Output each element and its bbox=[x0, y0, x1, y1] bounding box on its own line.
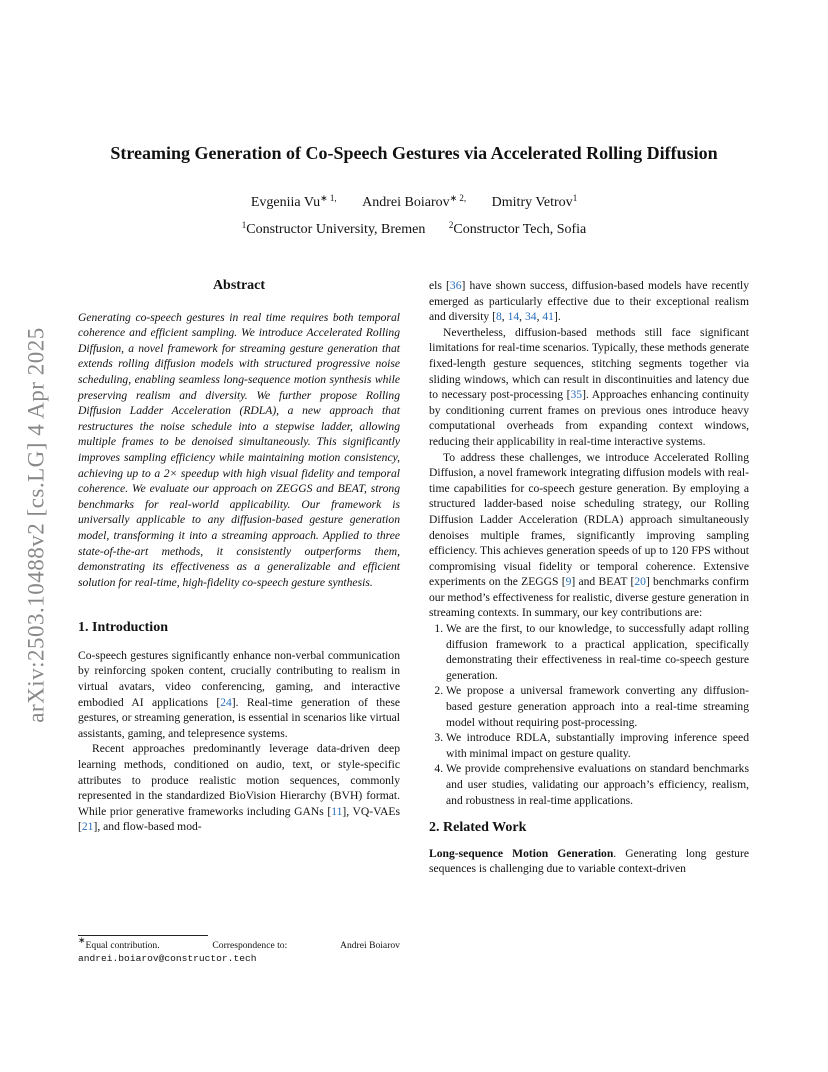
citation-link[interactable]: 14 bbox=[507, 310, 520, 324]
contribution-item: 4. We provide comprehensive evaluations on standard benchmarks and user studies, validating our approach’s efficiency, realism, and robustness in real-time applications. bbox=[446, 761, 749, 808]
author-2 bbox=[362, 195, 466, 210]
contribution-item: 2. We propose a universal framework converting any diffusion-based gesture generation approach into a real-time streaming model without requiring post-processing. bbox=[446, 683, 749, 730]
contributions-list bbox=[429, 621, 749, 808]
citation-link[interactable]: 21 bbox=[81, 820, 94, 834]
author-name: Dmitry Vetrov bbox=[491, 195, 573, 210]
author-marker: 1 bbox=[572, 193, 578, 203]
footnote-line-1 bbox=[78, 935, 400, 952]
citation-link[interactable]: 36 bbox=[449, 279, 462, 292]
footnote-correspondence: Correspondence to: bbox=[212, 940, 288, 951]
related-work-paragraph: Long-sequence Motion Generation. Generating long gesture sequences is challenging due to variable context-driven bbox=[429, 846, 749, 876]
citation-link[interactable]: 41 bbox=[542, 310, 554, 324]
affiliation-text: Constructor University, Bremen bbox=[246, 222, 426, 237]
intro-paragraph-2: Recent approaches predominantly leverage data-driven deep learning methods, conditioned on audio, text, or style-specific attributes to produce realistic motion sequences, commonly represented in the standardized BioVision Hierarchy (BVH) format. While prior generative frameworks including GANs [11], VQ-VAEs [21], and flow-based mod- bbox=[78, 742, 400, 834]
footnote-marker: ∗ bbox=[78, 935, 86, 945]
affiliation-list bbox=[0, 222, 828, 238]
arxiv-identifier-stamp bbox=[22, 290, 52, 760]
introduction-heading: 1. Introduction bbox=[78, 620, 168, 636]
citation-link[interactable]: 8 bbox=[495, 310, 502, 324]
author-marker: ∗ 1, bbox=[320, 193, 337, 203]
citation-link[interactable]: 24 bbox=[220, 695, 232, 709]
abstract-body: Generating co-speech gestures in real time requires both temporal coherence and efficient sampling. We introduce Accelerated Rolling Diffusion, a novel framework for streaming gesture generation that extends rolling diffusion models with structured progressive noise scheduling, enabling seamless long-sequence motion synthesis while preserving realism and diversity. We further propose Rolling Diffusion Ladder Acceleration (RDLA), a new approach that restructures the noise schedule into a stepwise ladder, allowing multiple frames to be denoised simultaneously. This significantly improves sampling efficiency while maintaining motion consistency, achieving up to a 2× speedup with high visual fidelity and temporal coherence. We evaluate our approach on ZEGGS and BEAT, strong benchmarks for real-world applicability. Our framework is universally applicable to any diffusion-based gesture generation model, transforming it into a streaming approach. Applied to three state-of-the-art methods, it consistently outperforms them, demonstrating its effectiveness as a generalizable and efficient solution for real-time, high-fidelity co-speech gesture synthesis. bbox=[78, 310, 400, 589]
contribution-item: 3. We introduce RDLA, substantially improving inference speed with minimal impact on gesture quality. bbox=[446, 730, 749, 761]
footnote bbox=[78, 935, 400, 965]
contribution-item: 1. We are the first, to our knowledge, to successfully adapt rolling diffusion framework to a practical application, specifically demonstrating their effectiveness in real-time co-speech gesture generation. bbox=[446, 621, 749, 683]
intro-paragraph-2-continued: els [36] have shown success, diffusion-based models have recently emerged as particularly effective due to their exceptional realism and diversity [8, 14, 34, 41]. bbox=[429, 279, 750, 324]
abstract-heading: Abstract bbox=[212, 278, 266, 293]
author-marker: ∗ 2, bbox=[449, 193, 467, 203]
affiliation-1 bbox=[242, 222, 426, 237]
author-name: Evgeniia Vu bbox=[250, 195, 321, 210]
left-column bbox=[78, 278, 400, 835]
intro-paragraph-3: Nevertheless, diffusion-based methods still face significant limitations for real-time scenarios. Typically, these methods generate fixed-length gesture sequences, stitching segments together via sliding windows, which can result in discontinuities and latency due to necessary post-processing [35]. Approaches enhancing continuity by conditioning current frames on previous ones introduce heavy computational overheads from expanding context windows, reducing their applicability in real-time interactive systems. bbox=[429, 325, 749, 448]
affiliation-marker: 2 bbox=[448, 220, 454, 230]
affiliation-2 bbox=[449, 222, 586, 237]
right-column bbox=[429, 278, 749, 877]
footnote-corresponding-author: Andrei Boiarov bbox=[340, 940, 400, 951]
author-name: Andrei Boiarov bbox=[362, 195, 450, 210]
arxiv-stamp-text: arXiv:2503.10488v2 [cs.LG] 4 Apr 2025 bbox=[24, 327, 49, 723]
citation-link[interactable]: 34 bbox=[524, 310, 537, 324]
intro-paragraph-4: To address these challenges, we introduce Accelerated Rolling Diffusion, a novel framework integrating diffusion models with real-time capabilities for co-speech gesture generation. By employing a structured ladder-based noise scheduling strategy, our Rolling Diffusion Ladder Acceleration (RDLA) approach simultaneously denoises multiple frames, significantly improving sampling efficiency. This achieves generation speeds of up to 120 FPS without compromising visual fidelity or temporal coherence. Extensive experiments on the ZEGGS [9] and BEAT [20] benchmarks confirm our method’s effectiveness for realistic, diverse gesture generation in streaming contexts. In summary, our key contributions are: bbox=[429, 450, 749, 620]
affiliation-marker: 1 bbox=[241, 220, 247, 230]
related-work-run-in-heading: Long-sequence Motion Generation bbox=[429, 846, 614, 860]
author-1 bbox=[251, 195, 337, 210]
footnote-rule bbox=[78, 935, 208, 936]
footnote-equal-contribution: ∗Equal contribution. bbox=[78, 935, 160, 951]
affiliation-text: Constructor Tech, Sofia bbox=[453, 222, 587, 237]
citation-link[interactable]: 20 bbox=[634, 575, 646, 589]
citation-link[interactable]: 35 bbox=[570, 388, 583, 402]
citation-link[interactable]: 9 bbox=[565, 575, 572, 589]
author-3 bbox=[492, 195, 578, 210]
author-list bbox=[0, 195, 828, 211]
footnote-email[interactable]: andrei.boiarov@constructor.tech bbox=[78, 953, 257, 964]
citation-link[interactable]: 11 bbox=[331, 804, 343, 818]
related-work-heading: 2. Related Work bbox=[429, 820, 527, 836]
intro-paragraph-1: Co-speech gestures significantly enhance non-verbal communication by reinforcing spoken content, crucially contributing to realism in virtual avatars, video conferencing, gaming, and interactive embodied AI applications [24]. Real-time generation of these gestures, or streaming generation, is essential in scenarios like virtual assistants, gaming, and telepresence systems. bbox=[78, 648, 401, 740]
paper-title: Streaming Generation of Co-Speech Gestures via Accelerated Rolling Diffusion bbox=[110, 143, 718, 163]
